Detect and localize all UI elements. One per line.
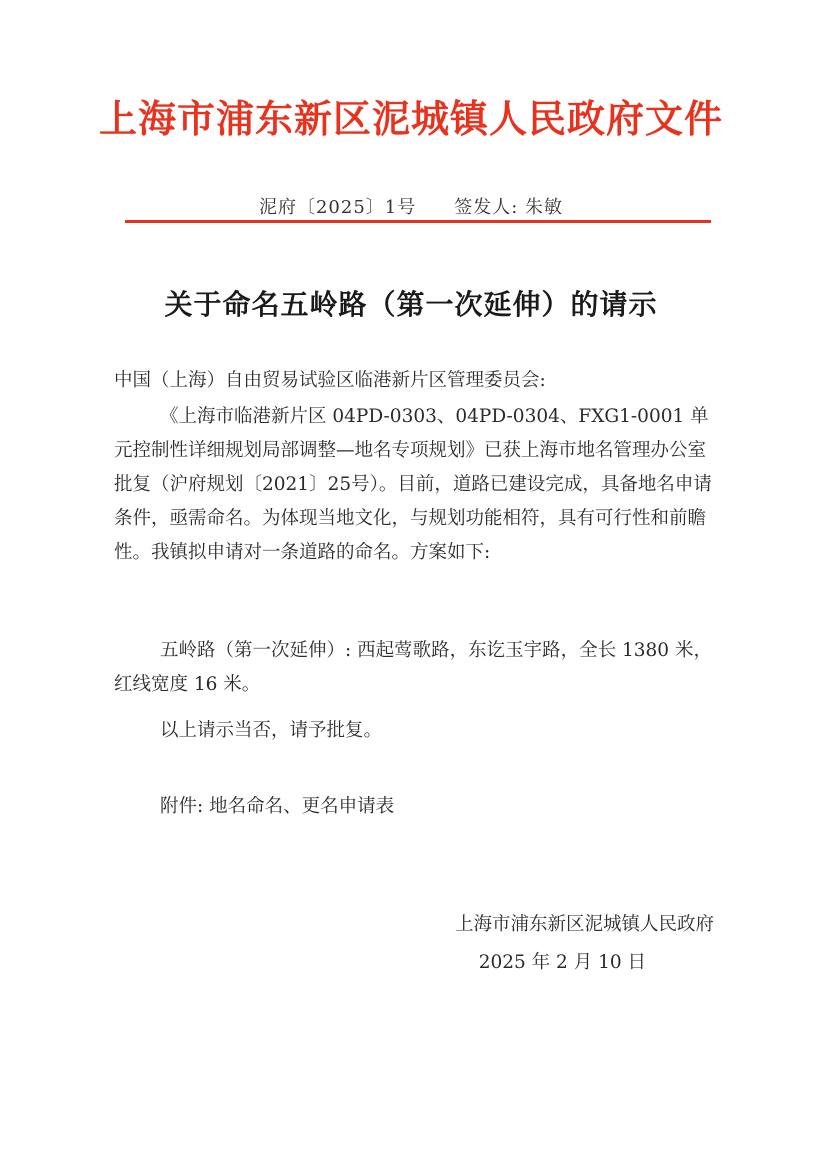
body-paragraph-1: 《上海市临港新片区 04PD-0303、04PD-0304、FXG1-0001 单元控制性详细规划局部调整—地名专项规划》已获上海市地名管理办公室批复（沪府规划〔2021〕25号）。目前，道路已建设完成，具备地名申请条件，亟需命名。为体现当地文化，与规划功能相符，具有可行性和前瞻性。我镇拟申请对一条道路的命名。方案如下: [114, 406, 712, 563]
body-paragraph-2: 五岭路（第一次延伸）: 西起莺歌路，东讫玉宇路，全长 1380 米，红线宽度 16 米。 [114, 640, 712, 695]
addressee: 中国（上海）自由贸易试验区临港新片区管理委员会: [114, 370, 546, 391]
signing-organization: 上海市浦东新区泥城镇人民政府 [454, 914, 714, 935]
document-number-line [0, 193, 822, 219]
signature-block [455, 906, 714, 982]
issuer-header: 上海市浦东新区泥城镇人民政府文件 [98, 96, 723, 141]
red-divider [125, 220, 711, 223]
signing-date: 2025 年 2 月 10 日 [478, 952, 646, 973]
document-title: 关于命名五岭路（第一次延伸）的请示 [164, 288, 658, 321]
body-paragraph-3: 以上请示当否，请予批复。 [160, 720, 383, 741]
signer: 签发人: 朱敏 [454, 197, 564, 218]
document-number: 泥府〔2025〕1号 [258, 197, 417, 218]
attachment-note: 附件: 地名命名、更名申请表 [160, 796, 395, 817]
